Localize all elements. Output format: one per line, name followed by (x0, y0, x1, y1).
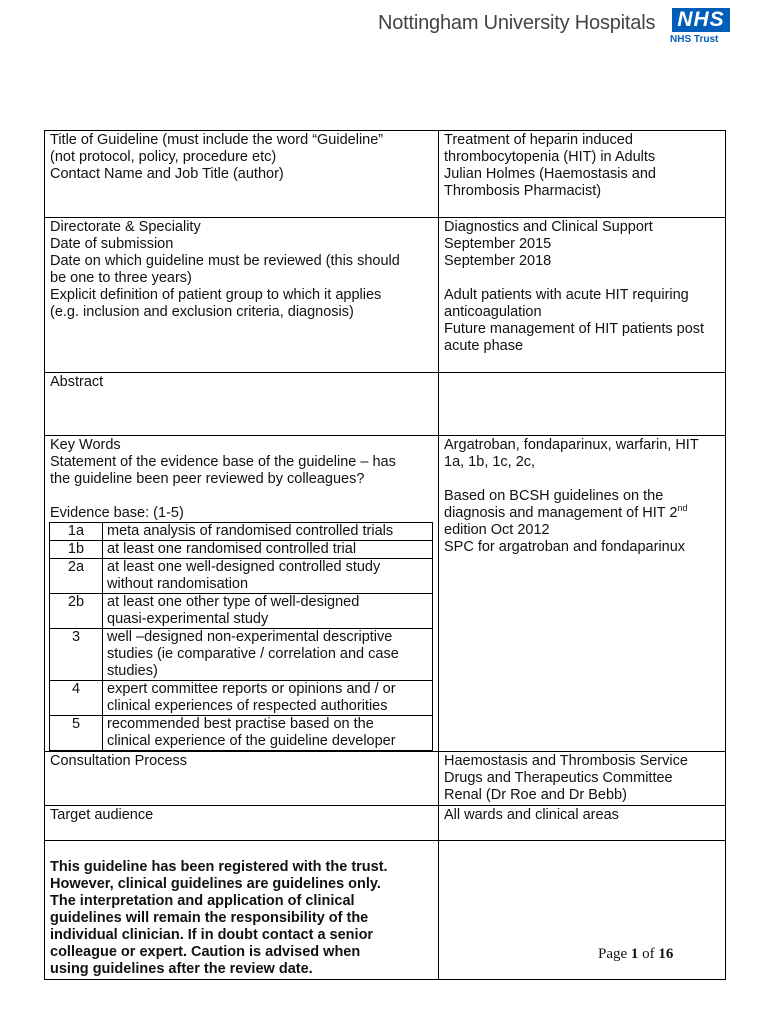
table-row (45, 436, 726, 752)
title-label-cell (45, 131, 439, 218)
cell-line: Haemostasis and Thrombosis Service (444, 753, 688, 769)
page-number (598, 946, 673, 963)
evidence-code: 5 (50, 716, 103, 751)
evidence-description (103, 594, 433, 629)
evidence-description (103, 716, 433, 751)
table-row (45, 806, 726, 841)
table-row (45, 131, 726, 218)
cell-line: Thrombosis Pharmacist) (444, 183, 602, 199)
evidence-description (103, 629, 433, 681)
cell-line: well –designed non-experimental descriptive (107, 629, 393, 645)
evidence-description (103, 523, 433, 541)
evidence-label-cell (45, 436, 439, 752)
evidence-description (103, 681, 433, 716)
cell-line: Diagnostics and Clinical Support (444, 219, 653, 235)
cell-line: at least one randomised controlled trial (107, 541, 357, 557)
evidence-value-cell (439, 436, 726, 752)
nhs-trust-label: NHS Trust (670, 34, 719, 45)
cell-line: thrombocytopenia (HIT) in Adults (444, 149, 656, 165)
cell-line: September 2018 (444, 253, 552, 269)
superscript: nd (677, 503, 688, 514)
table-row (50, 681, 433, 716)
keywords-label: Key Words (50, 437, 121, 453)
organisation-name: Nottingham University Hospitals (378, 12, 656, 34)
abstract-label: Abstract (50, 374, 104, 390)
table-row (50, 594, 433, 629)
disclaimer-value-cell (439, 841, 726, 980)
cell-line: Statement of the evidence base of the guideline – has (50, 454, 396, 470)
cell-line: September 2015 (444, 236, 552, 252)
cell-line: SPC for argatroban and fondaparinux (444, 539, 686, 555)
cell-line: anticoagulation (444, 304, 542, 320)
cell-line: be one to three years) (50, 270, 192, 286)
nhs-logo: NHS (672, 8, 730, 32)
directorate-value-cell (439, 218, 726, 373)
cell-line: Title of Guideline (must include the word “Guideline” (50, 132, 384, 148)
audience-value-cell (439, 806, 726, 841)
cell-line: expert committee reports or opinions and / or (107, 681, 396, 697)
cell-line: studies (ie comparative / correlation and case (107, 646, 399, 662)
cell-line: quasi-experimental study (107, 611, 269, 627)
table-row (45, 752, 726, 806)
cell-line: meta analysis of randomised controlled trials (107, 523, 394, 539)
abstract-label-cell (45, 373, 439, 436)
cell-line: studies) (107, 663, 158, 679)
cell-line: Contact Name and Job Title (author) (50, 166, 284, 182)
cell-line: Date on which guideline must be reviewed (this should (50, 253, 400, 269)
evidence-base-label: Evidence base: (1-5) (50, 505, 184, 521)
table-row (50, 716, 433, 751)
disclaimer-line: colleague or expert. Caution is advised when (50, 944, 361, 960)
cell-line: recommended best practise based on the (107, 716, 374, 732)
title-value-cell (439, 131, 726, 218)
disclaimer-line: guidelines will remain the responsibility of the (50, 910, 369, 926)
cell-line: Adult patients with acute HIT requiring (444, 287, 689, 303)
cell-line: (e.g. inclusion and exclusion criteria, diagnosis) (50, 304, 354, 320)
disclaimer-line: This guideline has been registered with the trust. (50, 859, 388, 875)
evidence-code: 1a (50, 523, 103, 541)
disclaimer-line: The interpretation and application of clinical (50, 893, 355, 909)
evidence-code: 2a (50, 559, 103, 594)
cell-line: at least one other type of well-designed (107, 594, 360, 610)
evidence-description (103, 541, 433, 559)
page-total: 16 (658, 946, 674, 962)
cell-line: Renal (Dr Roe and Dr Bebb) (444, 787, 627, 803)
disclaimer-line: However, clinical guidelines are guidelines only. (50, 876, 381, 892)
audience-label: Target audience (50, 807, 154, 823)
disclaimer-line: individual clinician. If in doubt contact a senior (50, 927, 374, 943)
disclaimer-line: using guidelines after the review date. (50, 961, 313, 977)
cell-line: the guideline been peer reviewed by colleagues? (50, 471, 365, 487)
table-row (45, 218, 726, 373)
table-row (50, 559, 433, 594)
cell-line: at least one well-designed controlled study (107, 559, 381, 575)
cell-line: Directorate & Speciality (50, 219, 201, 235)
cell-line (50, 488, 433, 505)
page-header (370, 6, 740, 46)
consultation-label-cell (45, 752, 439, 806)
table-row (50, 629, 433, 681)
table-row (50, 523, 433, 541)
cell-text: diagnosis and management of HIT 2 (444, 505, 678, 521)
evidence-code: 3 (50, 629, 103, 681)
cell-line: (not protocol, policy, procedure etc) (50, 149, 277, 165)
evidence-code: 2b (50, 594, 103, 629)
cell-line: Julian Holmes (Haemostasis and (444, 166, 656, 182)
directorate-label-cell (45, 218, 439, 373)
cell-line: 1a, 1b, 1c, 2c, (444, 454, 536, 470)
cell-line (444, 471, 720, 488)
cell-line: Date of submission (50, 236, 174, 252)
disclaimer-cell (45, 841, 439, 980)
abstract-value-cell (439, 373, 726, 436)
audience-label-cell (45, 806, 439, 841)
cell-line: Based on BCSH guidelines on the (444, 488, 664, 504)
cell-line: without randomisation (107, 576, 249, 592)
cell-line (444, 270, 720, 287)
table-row (50, 541, 433, 559)
cell-line: clinical experiences of respected authorities (107, 698, 388, 714)
page-of: of (642, 946, 655, 962)
cell-line: edition Oct 2012 (444, 522, 550, 538)
consultation-value-cell (439, 752, 726, 806)
cell-line: Drugs and Therapeutics Committee (444, 770, 673, 786)
cell-line (444, 505, 720, 522)
evidence-code: 1b (50, 541, 103, 559)
page-prefix: Page (598, 946, 628, 962)
evidence-levels-table (49, 522, 433, 751)
keywords-value: Argatroban, fondaparinux, warfarin, HIT (444, 437, 699, 453)
cell-line: Treatment of heparin induced (444, 132, 633, 148)
evidence-description (103, 559, 433, 594)
evidence-code: 4 (50, 681, 103, 716)
cell-line: Future management of HIT patients post (444, 321, 705, 337)
cell-line: clinical experience of the guideline developer (107, 733, 396, 749)
table-row (45, 373, 726, 436)
consultation-label: Consultation Process (50, 753, 188, 769)
guideline-info-table (44, 130, 726, 980)
cell-line: acute phase (444, 338, 524, 354)
cell-line: Explicit definition of patient group to which it applies (50, 287, 382, 303)
page-current: 1 (630, 946, 639, 962)
audience-value: All wards and clinical areas (444, 807, 619, 823)
